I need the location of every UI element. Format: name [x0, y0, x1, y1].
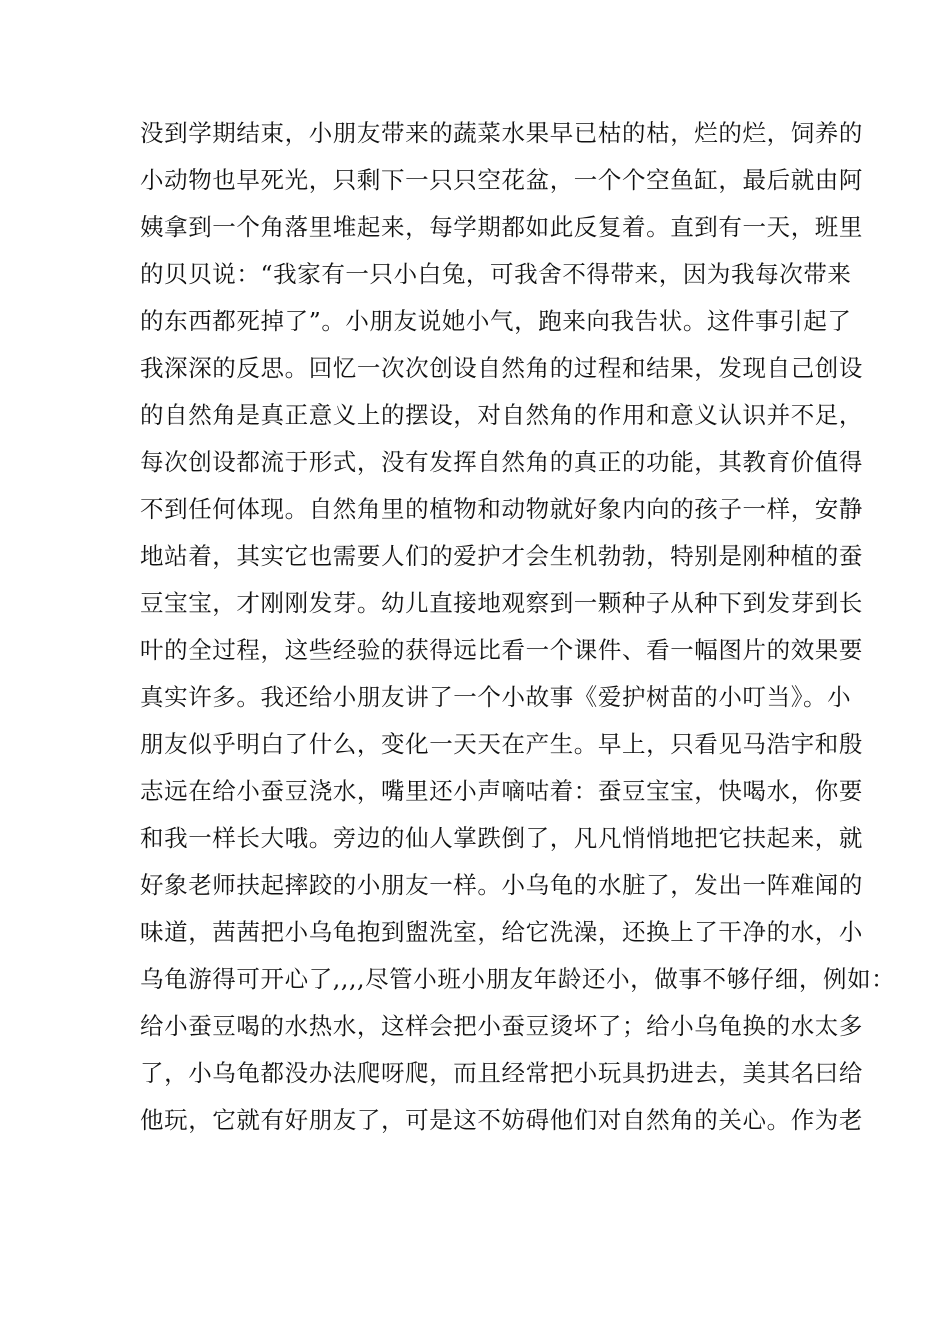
text-line: 小动物也早死光，只剩下一只只空花盆，一个个空鱼缸，最后就由阿 — [140, 166, 863, 194]
text-line: 的东西都死掉了”。小朋友说她小气，跑来向我告状。这件事引起了 — [140, 307, 852, 335]
text-line: 了，小乌龟都没办法爬呀爬，而且经常把小玩具扔进去，美其名曰给 — [140, 1059, 863, 1087]
text-line: 姨拿到一个角落里堆起来，每学期都如此反复着。直到有一天，班里 — [140, 213, 863, 241]
text-line: 每次创设都流于形式，没有发挥自然角的真正的功能，其教育价值得 — [140, 448, 863, 476]
text-line: 乌龟游得可开心了,,,,尽管小班小朋友年龄还小，做事不够仔细，例如： — [140, 965, 896, 993]
text-line: 好象老师扶起摔跤的小朋友一样。小乌龟的水脏了，发出一阵难闻的 — [140, 871, 863, 899]
text-line: 豆宝宝，才刚刚发芽。幼儿直接地观察到一颗种子从种下到发芽到长 — [140, 589, 863, 617]
text-line: 给小蚕豆喝的水热水，这样会把小蚕豆烫坏了；给小乌龟换的水太多 — [140, 1012, 863, 1040]
text-line: 真实许多。我还给小朋友讲了一个小故事《爱护树苗的小叮当》。小 — [140, 683, 852, 711]
text-line: 地站着，其实它也需要人们的爱护才会生机勃勃，特别是刚种植的蚕 — [140, 542, 863, 570]
text-line: 的自然角是真正意义上的摆设，对自然角的作用和意义认识并不足， — [140, 401, 863, 429]
text-line: 味道，茜茜把小乌龟抱到盥洗室，给它洗澡，还换上了干净的水，小 — [140, 918, 863, 946]
text-line: 朋友似乎明白了什么，变化一天天在产生。早上，只看见马浩宇和殷 — [140, 730, 863, 758]
text-line: 不到任何体现。自然角里的植物和动物就好象内向的孩子一样，安静 — [140, 495, 863, 523]
text-line: 和我一样长大哦。旁边的仙人掌跌倒了，凡凡悄悄地把它扶起来，就 — [140, 824, 863, 852]
text-line: 我深深的反思。回忆一次次创设自然角的过程和结果，发现自己创设 — [140, 354, 863, 382]
text-line: 志远在给小蚕豆浇水，嘴里还小声嘀咕着：蚕豆宝宝，快喝水，你要 — [140, 777, 863, 805]
text-line: 他玩，它就有好朋友了，可是这不妨碍他们对自然角的关心。作为老 — [140, 1106, 863, 1134]
text-line: 没到学期结束，小朋友带来的蔬菜水果早已枯的枯，烂的烂，饲养的 — [140, 119, 863, 147]
body-text — [140, 110, 896, 1144]
text-line: 的贝贝说：“我家有一只小白兔，可我舍不得带来，因为我每次带来 — [140, 260, 852, 288]
text-line: 叶的全过程，这些经验的获得远比看一个课件、看一幅图片的效果要 — [140, 636, 863, 664]
